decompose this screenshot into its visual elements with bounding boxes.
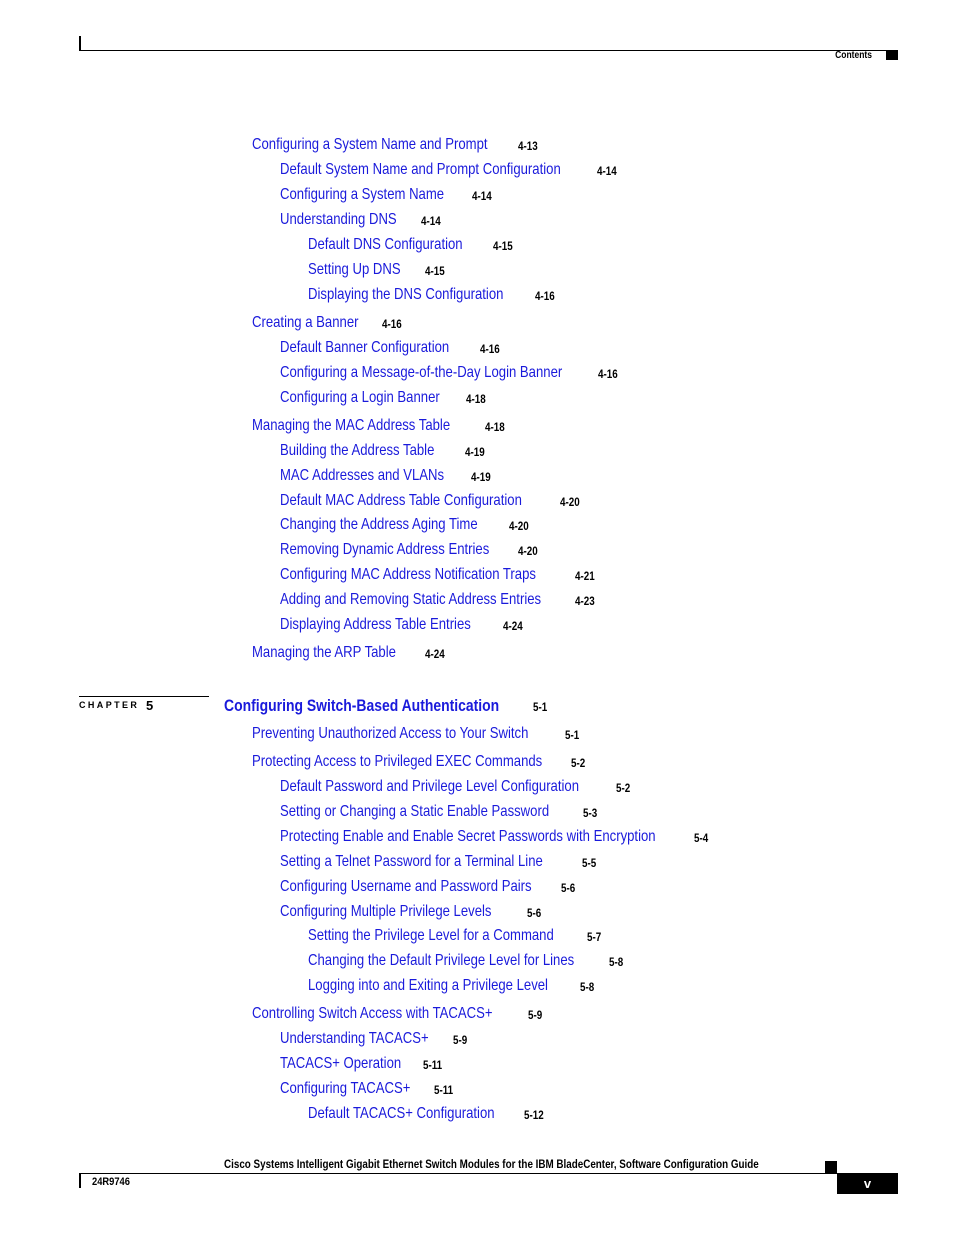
toc-entry-title[interactable]: Default Password and Privilege Level Configuration	[280, 778, 580, 795]
toc-entry-title[interactable]: Setting Up DNS	[308, 261, 401, 278]
toc-entry[interactable]	[252, 1004, 545, 1024]
toc-entry[interactable]	[280, 877, 587, 897]
toc-entry-page-number: 5-9	[528, 1008, 543, 1022]
toc-entry[interactable]	[252, 752, 606, 772]
toc-entry-page-number: 4-21	[575, 569, 595, 583]
toc-entry[interactable]	[280, 1054, 443, 1074]
toc-entry-page-number: 5-2	[616, 781, 631, 795]
chapter-label: CHAPTER	[79, 700, 140, 710]
toc-entry-title[interactable]: Creating a Banner	[252, 314, 359, 331]
toc-entry-page-number: 4-20	[509, 519, 529, 533]
footer-doc-number: 24R9746	[92, 1176, 130, 1188]
chapter-rule	[79, 696, 209, 697]
toc-entry-page-number: 4-14	[597, 164, 617, 178]
toc-entry-page-number: 4-24	[425, 647, 445, 661]
chapter-title[interactable]: Configuring Switch-Based Authentication	[224, 696, 500, 715]
toc-entry[interactable]	[308, 260, 445, 280]
toc-entry[interactable]	[308, 976, 601, 996]
toc-entry-page-number: 5-4	[694, 831, 709, 845]
chapter-number: 5	[146, 698, 154, 713]
toc-entry-page-number: 4-20	[560, 495, 580, 509]
toc-entry[interactable]	[252, 313, 402, 333]
toc-entry-page-number: 4-15	[493, 239, 513, 253]
toc-entry[interactable]	[252, 724, 589, 744]
toc-entry-page-number: 5-3	[583, 806, 598, 820]
footer-marker	[825, 1161, 837, 1173]
toc-entry-title[interactable]: Adding and Removing Static Address Entries	[280, 591, 542, 608]
toc-entry-page-number: 4-16	[598, 367, 618, 381]
toc-entry-title[interactable]: Default System Name and Prompt Configuration	[280, 161, 561, 178]
toc-entry-page-number: 4-16	[382, 317, 402, 331]
toc-entry[interactable]	[280, 160, 622, 180]
toc-entry[interactable]	[280, 902, 542, 922]
toc-entry[interactable]	[280, 1029, 468, 1049]
toc-entry-page-number: 4-23	[575, 594, 595, 608]
header-rule	[79, 50, 898, 51]
toc-entry[interactable]	[280, 185, 492, 205]
toc-entry-title[interactable]: Preventing Unauthorized Access to Your Switch	[252, 725, 529, 742]
toc-entry-title[interactable]: Configuring Multiple Privilege Levels	[280, 903, 492, 920]
toc-entry[interactable]	[280, 491, 580, 511]
header-rule-vertical	[79, 36, 81, 51]
toc-entry-title[interactable]: Setting the Privilege Level for a Command	[308, 927, 554, 944]
toc-entry-title[interactable]: Default TACACS+ Configuration	[308, 1105, 495, 1122]
toc-entry-title[interactable]: Changing the Address Aging Time	[280, 516, 478, 533]
toc-entry-page-number: 4-16	[535, 289, 555, 303]
toc-entry[interactable]	[280, 1079, 454, 1099]
toc-entry-page-number: 4-13	[518, 139, 538, 153]
toc-entry-page-number: 4-18	[466, 392, 486, 406]
toc-entry[interactable]	[280, 363, 624, 383]
toc-entry-page-number: 4-18	[485, 420, 505, 434]
toc-entry-page-number: 5-11	[423, 1058, 443, 1072]
toc-entry-title[interactable]: Protecting Access to Privileged EXEC Commands	[252, 753, 543, 770]
toc-entry-page-number: 5-9	[453, 1033, 468, 1047]
toc-entry-page-number: 5-1	[565, 728, 580, 742]
footer-page-number: v	[863, 1176, 872, 1191]
toc-entry-page-number: 4-14	[472, 189, 492, 203]
toc-entry[interactable]	[280, 540, 538, 560]
toc-entry-page-number: 5-11	[434, 1083, 454, 1097]
toc-entry-title[interactable]: Configuring a Login Banner	[280, 389, 440, 406]
toc-entry[interactable]	[280, 515, 529, 535]
toc-entry[interactable]	[252, 643, 445, 663]
toc-entry-title[interactable]: Configuring a Message-of-the-Day Login Banner	[280, 364, 563, 381]
toc-entry[interactable]	[308, 926, 608, 946]
toc-entry-page-number: 4-19	[465, 445, 485, 459]
toc-entry-page-number: 4-15	[425, 264, 445, 278]
toc-entry-title[interactable]: Default MAC Address Table Configuration	[280, 492, 522, 509]
toc-entry[interactable]	[308, 285, 555, 305]
toc-entry-title[interactable]: Setting a Telnet Password for a Terminal Line	[280, 853, 543, 870]
toc-entry-title[interactable]: Setting or Changing a Static Enable Password	[280, 803, 550, 820]
toc-entry-title[interactable]: Default DNS Configuration	[308, 236, 463, 253]
toc-entry[interactable]	[308, 235, 513, 255]
toc-entry-title[interactable]: Displaying the DNS Configuration	[308, 286, 504, 303]
toc-entry-title[interactable]: Understanding DNS	[280, 211, 397, 228]
toc-entry-page-number: 4-24	[503, 619, 523, 633]
toc-entry-page-number: 4-16	[480, 342, 500, 356]
toc-entry-page-number: 5-5	[582, 856, 597, 870]
toc-entry-title[interactable]: TACACS+ Operation	[280, 1055, 402, 1072]
chapter-page-number: 5-1	[533, 700, 548, 714]
footer-rule	[79, 1173, 839, 1174]
toc-entry[interactable]	[280, 466, 491, 486]
toc-entry-page-number: 5-7	[587, 930, 602, 944]
header-marker	[886, 50, 898, 60]
toc-entry-title[interactable]: Managing the ARP Table	[252, 644, 396, 661]
toc-entry-page-number: 5-6	[561, 881, 576, 895]
toc-entry[interactable]	[280, 388, 486, 408]
toc-entry-title[interactable]: Configuring Username and Password Pairs	[280, 878, 532, 895]
toc-entry[interactable]	[280, 590, 598, 610]
chapter-title-link[interactable]	[224, 695, 560, 717]
toc-entry-title[interactable]: Protecting Enable and Enable Secret Passwords with Encryption	[280, 828, 656, 845]
toc-entry-page-number: 4-19	[471, 470, 491, 484]
toc-entry[interactable]	[280, 565, 595, 585]
toc-entry-title[interactable]: Configuring MAC Address Notification Traps	[280, 566, 536, 583]
toc-entry[interactable]	[280, 802, 608, 822]
footer-book-title: Cisco Systems Intelligent Gigabit Ethernet Switch Modules for the IBM BladeCenter, Software Configuration Guide	[224, 1157, 759, 1171]
toc-entry-title[interactable]: Managing the MAC Address Table	[252, 417, 451, 434]
toc-entry[interactable]	[308, 951, 633, 971]
toc-entry-title[interactable]: Understanding TACACS+	[280, 1030, 429, 1047]
toc-entry[interactable]	[280, 827, 738, 847]
toc-entry-page-number: 4-20	[518, 544, 538, 558]
toc-entry-title[interactable]: Displaying Address Table Entries	[280, 616, 471, 633]
toc-entry-title[interactable]: Removing Dynamic Address Entries	[280, 541, 490, 558]
toc-entry-title[interactable]: Controlling Switch Access with TACACS+	[252, 1005, 493, 1022]
toc-entry[interactable]	[280, 441, 485, 461]
toc-entry-title[interactable]: Configuring a System Name	[280, 186, 445, 203]
toc-entry-title[interactable]: Configuring TACACS+	[280, 1080, 411, 1097]
footer-rule-vertical	[79, 1173, 81, 1188]
toc-entry-page-number: 5-12	[524, 1108, 544, 1122]
toc-entry[interactable]	[252, 416, 505, 436]
toc-entry-page-number: 4-14	[421, 214, 441, 228]
toc-entry-title[interactable]: MAC Addresses and VLANs	[280, 467, 445, 484]
toc-entry-page-number: 5-6	[527, 906, 542, 920]
toc-entry[interactable]	[252, 135, 539, 155]
toc-entry-title[interactable]: Default Banner Configuration	[280, 339, 450, 356]
toc-entry-page-number: 5-2	[571, 756, 586, 770]
toc-entry-title[interactable]: Building the Address Table	[280, 442, 435, 459]
toc-entry-page-number: 5-8	[609, 955, 624, 969]
toc-entry[interactable]	[280, 338, 500, 358]
toc-entry-title[interactable]: Logging into and Exiting a Privilege Level	[308, 977, 548, 994]
toc-entry[interactable]	[280, 210, 441, 230]
toc-entry[interactable]	[280, 615, 523, 635]
header-contents-label: Contents	[835, 50, 872, 61]
toc-entry-page-number: 5-8	[580, 980, 595, 994]
toc-entry-title[interactable]: Changing the Default Privilege Level for Lines	[308, 952, 575, 969]
toc-entry[interactable]	[308, 1104, 544, 1124]
toc-entry[interactable]	[280, 777, 645, 797]
toc-entry-title[interactable]: Configuring a System Name and Prompt	[252, 136, 488, 153]
toc-entry[interactable]	[280, 852, 600, 872]
